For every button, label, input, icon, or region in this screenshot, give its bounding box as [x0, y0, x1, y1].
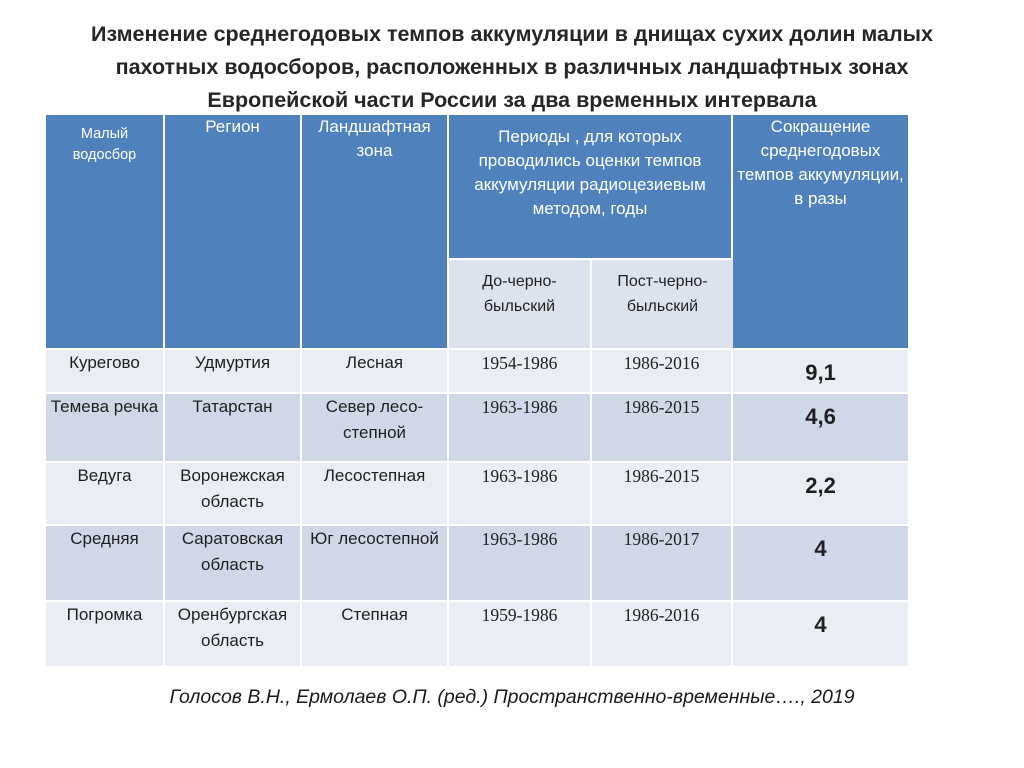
cell-region: Удмуртия — [165, 350, 302, 394]
header-region: Регион — [165, 115, 302, 350]
page-title — [0, 18, 1024, 117]
cell-pre-period: 1959-1986 — [449, 602, 592, 668]
cell-pre-period: 1963-1986 — [449, 526, 592, 602]
cell-post-period: 1986-2016 — [592, 350, 733, 394]
title-line-1: Изменение среднегодовых темпов аккумуляции в днищах сухих долин малых — [91, 22, 933, 46]
cell-region: Оренбургская область — [165, 602, 302, 668]
table-row — [46, 526, 908, 602]
cell-catchment: Курегово — [46, 350, 165, 394]
cell-catchment: Погромка — [46, 602, 165, 668]
cell-catchment: Средняя — [46, 526, 165, 602]
cell-reduction: 2,2 — [733, 463, 908, 526]
cell-catchment: Темева речка — [46, 394, 165, 463]
header-catchment: Малый водосбор — [46, 115, 165, 350]
cell-reduction: 4 — [733, 602, 908, 668]
table-row — [46, 350, 908, 394]
title-line-3: Европейской части России за два временных интервала — [207, 88, 817, 112]
cell-region: Воронежская область — [165, 463, 302, 526]
cell-catchment: Ведуга — [46, 463, 165, 526]
cell-post-period: 1986-2017 — [592, 526, 733, 602]
cell-pre-period: 1963-1986 — [449, 394, 592, 463]
table-row — [46, 394, 908, 463]
table-row — [46, 463, 908, 526]
cell-zone: Лесная — [302, 350, 449, 394]
header-reduction: Сокращение среднегодовых темпов аккумуляции, в разы — [733, 115, 908, 350]
citation: Голосов В.Н., Ермолаев О.П. (ред.) Пространственно-временные…., 2019 — [169, 686, 855, 708]
header-pre-chernobyl: До-черно-быльский — [449, 260, 592, 350]
header-periods: Периоды , для которых проводились оценки темпов аккумуляции радиоцезиевым методом, годы — [449, 115, 733, 260]
cell-post-period: 1986-2015 — [592, 394, 733, 463]
title-line-2: пахотных водосборов, расположенных в различных ландшафтных зонах — [115, 55, 909, 79]
table-row — [46, 602, 908, 668]
cell-zone: Степная — [302, 602, 449, 668]
cell-pre-period: 1963-1986 — [449, 463, 592, 526]
cell-reduction: 4,6 — [733, 394, 908, 463]
accumulation-table — [46, 115, 908, 668]
cell-region: Саратовская область — [165, 526, 302, 602]
header-zone: Ландшафтная зона — [302, 115, 449, 350]
cell-post-period: 1986-2016 — [592, 602, 733, 668]
header-post-chernobyl: Пост-черно-быльский — [592, 260, 733, 350]
cell-pre-period: 1954-1986 — [449, 350, 592, 394]
cell-post-period: 1986-2015 — [592, 463, 733, 526]
cell-reduction: 4 — [733, 526, 908, 602]
cell-zone: Юг лесостепной — [302, 526, 449, 602]
cell-reduction: 9,1 — [733, 350, 908, 394]
cell-region: Татарстан — [165, 394, 302, 463]
cell-zone: Север лесо-степной — [302, 394, 449, 463]
cell-zone: Лесостепная — [302, 463, 449, 526]
